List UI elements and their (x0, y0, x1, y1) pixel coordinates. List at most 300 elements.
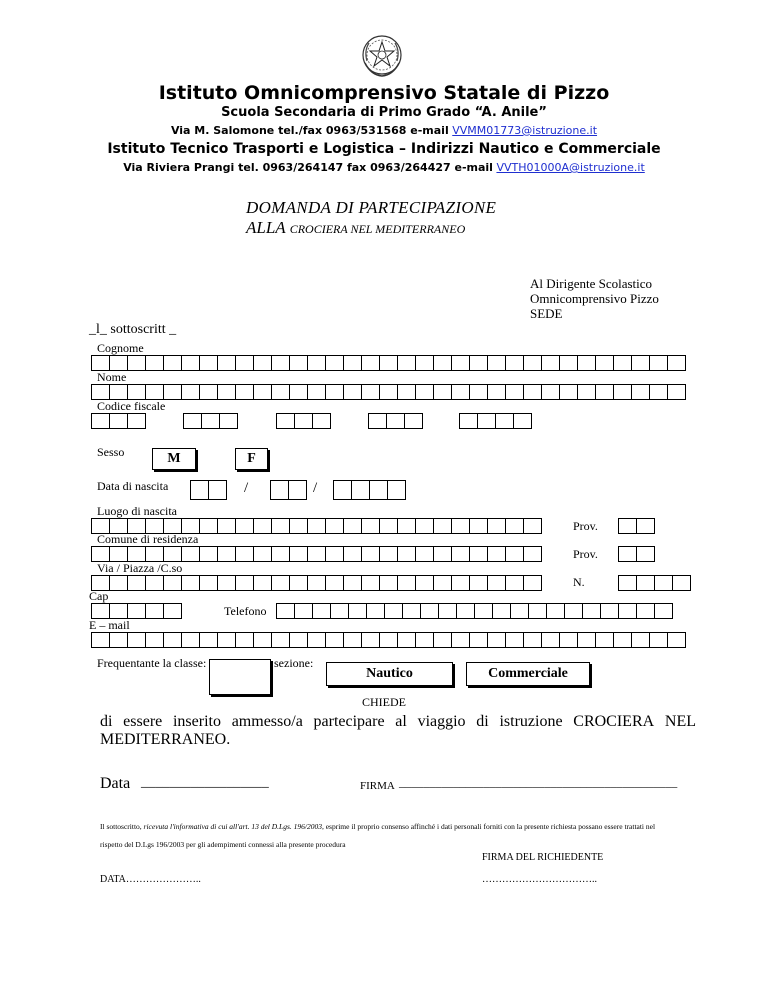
privacy-p1a: Il sottoscritto, (100, 822, 142, 831)
char-box[interactable] (469, 384, 488, 400)
char-box[interactable] (217, 355, 236, 371)
char-box[interactable] (361, 384, 380, 400)
school-email-link[interactable]: VVMM01773@istruzione.it (452, 124, 598, 137)
char-box[interactable] (312, 603, 331, 619)
char-box[interactable] (127, 575, 146, 591)
char-box[interactable] (217, 518, 236, 534)
char-box[interactable] (505, 575, 524, 591)
char-box[interactable] (487, 355, 506, 371)
char-box[interactable] (181, 575, 200, 591)
char-box[interactable] (505, 355, 524, 371)
char-box[interactable] (361, 546, 380, 562)
char-box[interactable] (217, 546, 236, 562)
sex-f-option[interactable]: F (235, 448, 268, 470)
char-box[interactable] (325, 546, 344, 562)
char-box[interactable] (582, 603, 601, 619)
char-box[interactable] (379, 355, 398, 371)
char-box[interactable] (487, 518, 506, 534)
luogo-nascita-label: Luogo di nascita (97, 504, 177, 518)
commerciale-option[interactable]: Commerciale (466, 662, 590, 686)
char-box[interactable] (253, 355, 272, 371)
char-box[interactable] (343, 546, 362, 562)
char-box[interactable] (415, 518, 434, 534)
tech-address-text: Via Riviera Prangi tel. 0963/264147 fax 0963/264427 e-mail (123, 161, 493, 174)
prov-label-1: Prov. (573, 519, 598, 533)
institute-name: Istituto Omnicomprensivo Statale di Pizzo (158, 82, 610, 104)
school-address-text: Via M. Salomone tel./fax 0963/531568 e-mail (170, 124, 449, 137)
char-box[interactable] (145, 384, 164, 400)
char-box[interactable] (307, 632, 326, 648)
char-box[interactable] (199, 575, 218, 591)
char-box[interactable] (307, 355, 326, 371)
char-box[interactable] (523, 546, 542, 562)
char-box[interactable] (433, 632, 452, 648)
birth-day-field[interactable] (190, 480, 226, 500)
school-name: Scuola Secondaria di Primo Grado “A. Anile” (221, 105, 547, 120)
char-box[interactable] (667, 632, 686, 648)
char-box[interactable] (127, 632, 146, 648)
footer-data[interactable]: DATA………………….. (100, 874, 201, 885)
cap-field[interactable] (91, 603, 181, 619)
firma-line[interactable]: ______________________________________________ (399, 775, 678, 789)
char-box[interactable] (181, 384, 200, 400)
recipient-line-3: SEDE (530, 306, 563, 321)
char-box[interactable] (595, 632, 614, 648)
char-box[interactable] (505, 384, 524, 400)
char-box[interactable] (387, 480, 406, 500)
nome-field[interactable] (91, 384, 685, 400)
char-box[interactable] (379, 546, 398, 562)
cf-group-5[interactable] (459, 413, 531, 429)
subtitle-alla: ALLA (246, 218, 286, 237)
char-box[interactable] (235, 575, 254, 591)
birth-year-field[interactable] (333, 480, 405, 500)
char-box[interactable] (271, 632, 290, 648)
privacy-line-2: rispetto del D.Lgs 196/2003 per gli adempimenti connessi alla presente procedura (100, 840, 346, 849)
char-box[interactable] (667, 355, 686, 371)
char-box[interactable] (492, 603, 511, 619)
char-box[interactable] (384, 603, 403, 619)
char-box[interactable] (636, 518, 655, 534)
cf-group-1[interactable] (91, 413, 145, 429)
char-box[interactable] (253, 575, 272, 591)
tech-institute-name: Istituto Tecnico Trasporti e Logistica – Indirizzi Nautico e Commerciale (107, 141, 661, 157)
request-word: viaggio (417, 713, 466, 730)
char-box[interactable] (546, 603, 565, 619)
sex-m-option[interactable]: M (152, 448, 196, 470)
prov-field-2[interactable] (618, 546, 654, 562)
char-box[interactable] (361, 518, 380, 534)
char-box[interactable] (307, 384, 326, 400)
char-box[interactable] (433, 546, 452, 562)
char-box[interactable] (276, 603, 295, 619)
telefono-field[interactable] (276, 603, 672, 619)
char-box[interactable] (109, 413, 128, 429)
char-box[interactable] (649, 355, 668, 371)
char-box[interactable] (618, 575, 637, 591)
char-box[interactable] (325, 518, 344, 534)
char-box[interactable] (613, 355, 632, 371)
char-box[interactable] (276, 413, 295, 429)
char-box[interactable] (127, 384, 146, 400)
char-box[interactable] (618, 546, 637, 562)
cf-group-4[interactable] (368, 413, 422, 429)
char-box[interactable] (271, 384, 290, 400)
char-box[interactable] (127, 413, 146, 429)
char-box[interactable] (343, 518, 362, 534)
char-box[interactable] (451, 632, 470, 648)
char-box[interactable] (145, 632, 164, 648)
char-box[interactable] (91, 384, 110, 400)
char-box[interactable] (541, 384, 560, 400)
char-box[interactable] (219, 413, 238, 429)
char-box[interactable] (613, 384, 632, 400)
char-box[interactable] (361, 575, 380, 591)
char-box[interactable] (433, 384, 452, 400)
civic-number-label: N. (573, 575, 585, 589)
char-box[interactable] (217, 384, 236, 400)
char-box[interactable] (288, 480, 307, 500)
char-box[interactable] (438, 603, 457, 619)
char-box[interactable] (477, 413, 496, 429)
recipient-block (530, 276, 659, 321)
char-box[interactable] (181, 355, 200, 371)
char-box[interactable] (91, 546, 110, 562)
char-box[interactable] (420, 603, 439, 619)
char-box[interactable] (505, 632, 524, 648)
date-slash-2: / (313, 480, 318, 496)
char-box[interactable] (451, 518, 470, 534)
char-box[interactable] (631, 355, 650, 371)
comune-label: Comune di residenza (97, 532, 199, 546)
char-box[interactable] (271, 546, 290, 562)
char-box[interactable] (636, 546, 655, 562)
char-box[interactable] (325, 575, 344, 591)
char-box[interactable] (474, 603, 493, 619)
char-box[interactable] (636, 603, 655, 619)
firma-richiedente-label: FIRMA DEL RICHIEDENTE (482, 852, 604, 863)
via-field[interactable] (91, 575, 541, 591)
char-box[interactable] (289, 384, 308, 400)
char-box[interactable] (469, 632, 488, 648)
char-box[interactable] (636, 575, 655, 591)
char-box[interactable] (397, 632, 416, 648)
form-title: DOMANDA DI PARTECIPAZIONE (246, 198, 497, 217)
char-box[interactable] (523, 632, 542, 648)
request-word: NEL (664, 713, 696, 730)
char-box[interactable] (145, 546, 164, 562)
school-address (0, 124, 768, 138)
char-box[interactable] (469, 546, 488, 562)
char-box[interactable] (199, 546, 218, 562)
signed-label: _l_ sottoscritt _ (89, 322, 177, 337)
char-box[interactable] (559, 632, 578, 648)
char-box[interactable] (201, 413, 220, 429)
recipient-line-2: Omnicomprensivo Pizzo (530, 291, 659, 306)
request-line-2: MEDITERRANEO. (100, 731, 231, 748)
char-box[interactable] (289, 546, 308, 562)
footer-firma[interactable]: …………………………….. (482, 874, 597, 885)
chiede-heading: CHIEDE (362, 695, 406, 709)
char-box[interactable] (361, 355, 380, 371)
char-box[interactable] (183, 413, 202, 429)
char-box[interactable] (366, 603, 385, 619)
char-box[interactable] (208, 480, 227, 500)
char-box[interactable] (307, 575, 326, 591)
char-box[interactable] (541, 355, 560, 371)
char-box[interactable] (564, 603, 583, 619)
char-box[interactable] (91, 355, 110, 371)
char-box[interactable] (577, 632, 596, 648)
char-box[interactable] (271, 575, 290, 591)
cf-group-2[interactable] (183, 413, 237, 429)
char-box[interactable] (271, 355, 290, 371)
char-box[interactable] (312, 413, 331, 429)
char-box[interactable] (294, 413, 313, 429)
char-box[interactable] (451, 575, 470, 591)
char-box[interactable] (235, 546, 254, 562)
char-box[interactable] (654, 575, 673, 591)
char-box[interactable] (289, 518, 308, 534)
char-box[interactable] (325, 632, 344, 648)
char-box[interactable] (523, 355, 542, 371)
char-box[interactable] (505, 546, 524, 562)
char-box[interactable] (487, 575, 506, 591)
char-box[interactable] (513, 413, 532, 429)
char-box[interactable] (163, 632, 182, 648)
char-box[interactable] (325, 355, 344, 371)
firma-label: FIRMA (360, 780, 395, 792)
char-box[interactable] (595, 355, 614, 371)
request-word: essere (123, 713, 163, 730)
nautico-option[interactable]: Nautico (326, 662, 453, 686)
char-box[interactable] (235, 384, 254, 400)
birth-month-field[interactable] (270, 480, 306, 500)
cognome-label: Cognome (97, 341, 144, 355)
char-box[interactable] (404, 413, 423, 429)
char-box[interactable] (253, 384, 272, 400)
tech-email-link[interactable]: VVTH01000A@istruzione.it (496, 161, 645, 174)
char-box[interactable] (433, 518, 452, 534)
char-box[interactable] (631, 384, 650, 400)
char-box[interactable] (451, 546, 470, 562)
request-word: al (395, 713, 407, 730)
request-word: istruzione (499, 713, 563, 730)
char-box[interactable] (379, 518, 398, 534)
char-box[interactable] (235, 518, 254, 534)
char-box[interactable] (672, 575, 691, 591)
form-subtitle (246, 219, 465, 238)
italian-republic-emblem (359, 33, 405, 79)
request-word: inserito (172, 713, 221, 730)
char-box[interactable] (163, 603, 182, 619)
cf-group-3[interactable] (276, 413, 330, 429)
char-box[interactable] (469, 355, 488, 371)
char-box[interactable] (351, 480, 370, 500)
char-box[interactable] (127, 603, 146, 619)
char-box[interactable] (343, 632, 362, 648)
char-box[interactable] (559, 355, 578, 371)
char-box[interactable] (270, 480, 289, 500)
char-box[interactable] (91, 413, 110, 429)
char-box[interactable] (456, 603, 475, 619)
char-box[interactable] (523, 575, 542, 591)
char-box[interactable] (361, 632, 380, 648)
char-box[interactable] (307, 546, 326, 562)
char-box[interactable] (523, 384, 542, 400)
char-box[interactable] (145, 355, 164, 371)
char-box[interactable] (654, 603, 673, 619)
sesso-label: Sesso (97, 445, 125, 459)
cap-label: Cap (89, 589, 109, 603)
char-box[interactable] (145, 603, 164, 619)
char-box[interactable] (415, 575, 434, 591)
char-box[interactable] (451, 384, 470, 400)
char-box[interactable] (181, 546, 200, 562)
char-box[interactable] (330, 603, 349, 619)
char-box[interactable] (600, 603, 619, 619)
char-box[interactable] (487, 632, 506, 648)
char-box[interactable] (235, 355, 254, 371)
char-box[interactable] (368, 413, 387, 429)
char-box[interactable] (415, 632, 434, 648)
char-box[interactable] (451, 355, 470, 371)
cognome-field[interactable] (91, 355, 685, 371)
char-box[interactable] (577, 355, 596, 371)
char-box[interactable] (487, 384, 506, 400)
char-box[interactable] (217, 575, 236, 591)
char-box[interactable] (343, 355, 362, 371)
char-box[interactable] (271, 518, 290, 534)
char-box[interactable] (199, 632, 218, 648)
privacy-p1c: esprime il proprio consenso affinché i dati personali forniti con la presente richiesta possano essere trattati nel (325, 822, 656, 831)
char-box[interactable] (379, 575, 398, 591)
char-box[interactable] (397, 518, 416, 534)
char-box[interactable] (415, 384, 434, 400)
char-box[interactable] (127, 546, 146, 562)
char-box[interactable] (415, 355, 434, 371)
char-box[interactable] (649, 632, 668, 648)
nome-label: Nome (97, 370, 127, 384)
char-box[interactable] (397, 575, 416, 591)
char-box[interactable] (199, 518, 218, 534)
char-box[interactable] (163, 575, 182, 591)
char-box[interactable] (469, 575, 488, 591)
char-box[interactable] (379, 632, 398, 648)
char-box[interactable] (343, 575, 362, 591)
tech-address (0, 161, 768, 175)
request-line-1 (100, 713, 696, 731)
char-box[interactable] (379, 384, 398, 400)
char-box[interactable] (402, 603, 421, 619)
char-box[interactable] (253, 632, 272, 648)
codice-fiscale-label: Codice fiscale (97, 399, 166, 413)
char-box[interactable] (667, 384, 686, 400)
char-box[interactable] (289, 575, 308, 591)
char-box[interactable] (397, 546, 416, 562)
char-box[interactable] (253, 518, 272, 534)
char-box[interactable] (613, 632, 632, 648)
char-box[interactable] (199, 384, 218, 400)
char-box[interactable] (289, 632, 308, 648)
char-box[interactable] (109, 355, 128, 371)
char-box[interactable] (487, 546, 506, 562)
char-box[interactable] (163, 355, 182, 371)
char-box[interactable] (505, 518, 524, 534)
char-box[interactable] (163, 546, 182, 562)
char-box[interactable] (541, 632, 560, 648)
request-word: CROCIERA (573, 713, 655, 730)
request-word: di (476, 713, 489, 730)
char-box[interactable] (163, 384, 182, 400)
email-field[interactable] (91, 632, 685, 648)
char-box[interactable] (433, 575, 452, 591)
char-box[interactable] (109, 384, 128, 400)
prov-field-1[interactable] (618, 518, 654, 534)
classe-field[interactable] (209, 659, 271, 695)
char-box[interactable] (348, 603, 367, 619)
char-box[interactable] (577, 384, 596, 400)
char-box[interactable] (127, 355, 146, 371)
char-box[interactable] (343, 384, 362, 400)
char-box[interactable] (294, 603, 313, 619)
char-box[interactable] (109, 546, 128, 562)
char-box[interactable] (397, 384, 416, 400)
char-box[interactable] (649, 384, 668, 400)
char-box[interactable] (618, 603, 637, 619)
char-box[interactable] (397, 355, 416, 371)
char-box[interactable] (235, 632, 254, 648)
char-box[interactable] (307, 518, 326, 534)
char-box[interactable] (253, 546, 272, 562)
char-box[interactable] (181, 632, 200, 648)
data-line[interactable]: __________________ (141, 775, 269, 790)
privacy-line-1 (100, 818, 700, 836)
char-box[interactable] (595, 384, 614, 400)
char-box[interactable] (145, 575, 164, 591)
char-box[interactable] (469, 518, 488, 534)
char-box[interactable] (559, 384, 578, 400)
char-box[interactable] (333, 480, 352, 500)
char-box[interactable] (91, 632, 110, 648)
char-box[interactable] (495, 413, 514, 429)
civic-number-field[interactable] (618, 575, 690, 591)
char-box[interactable] (109, 632, 128, 648)
char-box[interactable] (528, 603, 547, 619)
char-box[interactable] (289, 355, 308, 371)
email-label: E – mail (89, 618, 130, 632)
char-box[interactable] (109, 575, 128, 591)
char-box[interactable] (510, 603, 529, 619)
char-box[interactable] (459, 413, 478, 429)
char-box[interactable] (631, 632, 650, 648)
char-box[interactable] (217, 632, 236, 648)
char-box[interactable] (190, 480, 209, 500)
char-box[interactable] (415, 546, 434, 562)
telefono-label: Telefono (224, 604, 267, 618)
char-box[interactable] (433, 355, 452, 371)
char-box[interactable] (369, 480, 388, 500)
char-box[interactable] (199, 355, 218, 371)
char-box[interactable] (91, 603, 110, 619)
char-box[interactable] (109, 603, 128, 619)
char-box[interactable] (618, 518, 637, 534)
char-box[interactable] (386, 413, 405, 429)
comune-field[interactable] (91, 546, 541, 562)
request-word: partecipare (313, 713, 385, 730)
char-box[interactable] (325, 384, 344, 400)
char-box[interactable] (523, 518, 542, 534)
